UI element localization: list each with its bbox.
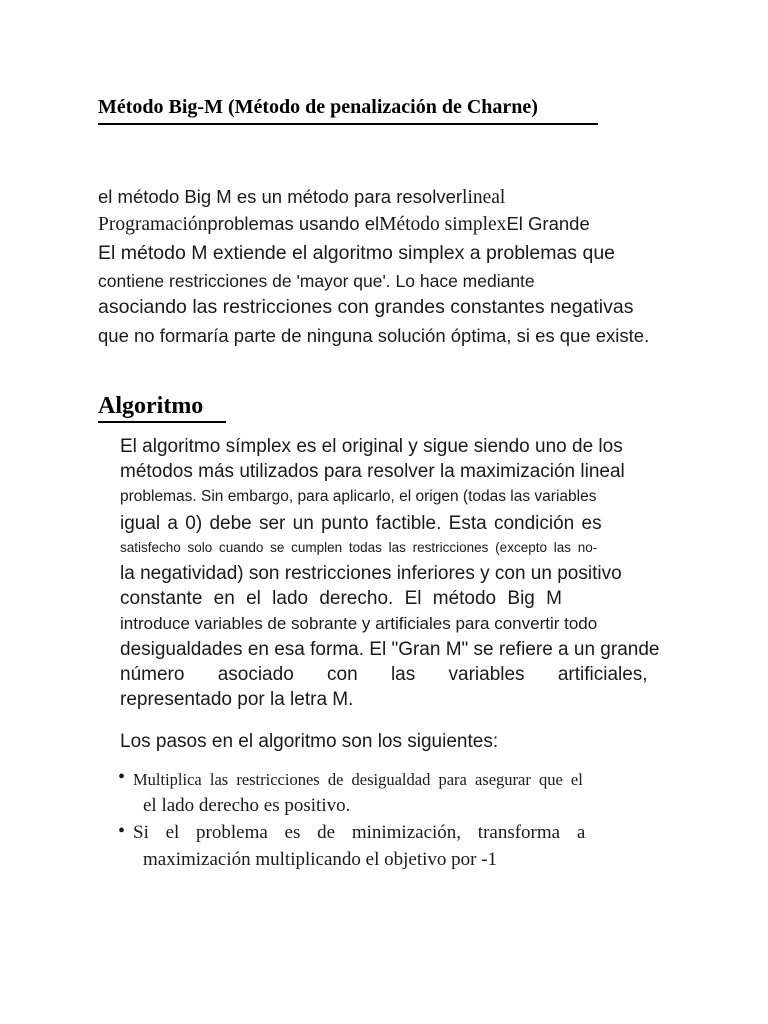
intro-text: Método simplex bbox=[379, 214, 507, 235]
step-line: el lado derecho es positivo. bbox=[143, 795, 351, 816]
intro-line-3: El método M extiende el algoritmo simplex a problemas que bbox=[98, 242, 616, 264]
paragraph-line: constante en el lado derecho. El método Big M bbox=[120, 588, 562, 609]
step-line: Si el problema es de minimización, transforma a bbox=[133, 822, 586, 843]
step-line: maximización multiplicando el objetivo por -1 bbox=[143, 849, 498, 870]
intro-text: lineal bbox=[462, 187, 506, 208]
paragraph-line: métodos más utilizados para resolver la maximización lineal bbox=[120, 461, 625, 482]
paragraph-line: El algoritmo símplex es el original y sigue siendo uno de los bbox=[120, 436, 623, 457]
intro-text: El Grande bbox=[506, 213, 590, 234]
heading-underline bbox=[98, 421, 226, 423]
paragraph-line: problemas. Sin embargo, para aplicarlo, el origen (todas las variables bbox=[120, 488, 597, 505]
intro-line-1 bbox=[98, 186, 505, 209]
bullet-icon: • bbox=[118, 766, 126, 788]
intro-text: problemas usando el bbox=[207, 213, 380, 234]
intro-line-5: asociando las restricciones con grandes constantes negativas bbox=[98, 296, 634, 318]
title-underline bbox=[98, 123, 598, 125]
paragraph-line: representado por la letra M. bbox=[120, 689, 354, 710]
steps-intro: Los pasos en el algoritmo son los siguientes: bbox=[120, 731, 499, 752]
paragraph-line: satisfecho solo cuando se cumplen todas las restricciones (excepto las no- bbox=[120, 540, 598, 555]
intro-line-2 bbox=[98, 213, 590, 236]
intro-line-6: que no formaría parte de ninguna solución óptima, si es que existe. bbox=[98, 325, 650, 346]
paragraph-line: igual a 0) debe ser un punto factible. Esta condición es bbox=[120, 513, 602, 534]
bullet-icon: • bbox=[118, 820, 126, 842]
paragraph-line: número asociado con las variables artificiales, bbox=[120, 664, 648, 685]
intro-line-4: contiene restricciones de 'mayor que'. Lo hace mediante bbox=[98, 271, 535, 291]
paragraph-line: la negatividad) son restricciones inferiores y con un positivo bbox=[120, 563, 622, 584]
intro-text: Programación bbox=[98, 214, 208, 235]
paragraph-line: introduce variables de sobrante y artificiales para convertir todo bbox=[120, 614, 598, 633]
step-line: Multiplica las restricciones de desigualdad para asegurar que el bbox=[133, 770, 583, 789]
section-heading: Algoritmo bbox=[98, 393, 204, 419]
intro-text: el método Big M es un método para resolver bbox=[98, 186, 463, 207]
paragraph-line: desigualdades en esa forma. El "Gran M" se refiere a un grande bbox=[120, 639, 660, 660]
document-title: Método Big-M (Método de penalización de Charne) bbox=[98, 96, 538, 118]
